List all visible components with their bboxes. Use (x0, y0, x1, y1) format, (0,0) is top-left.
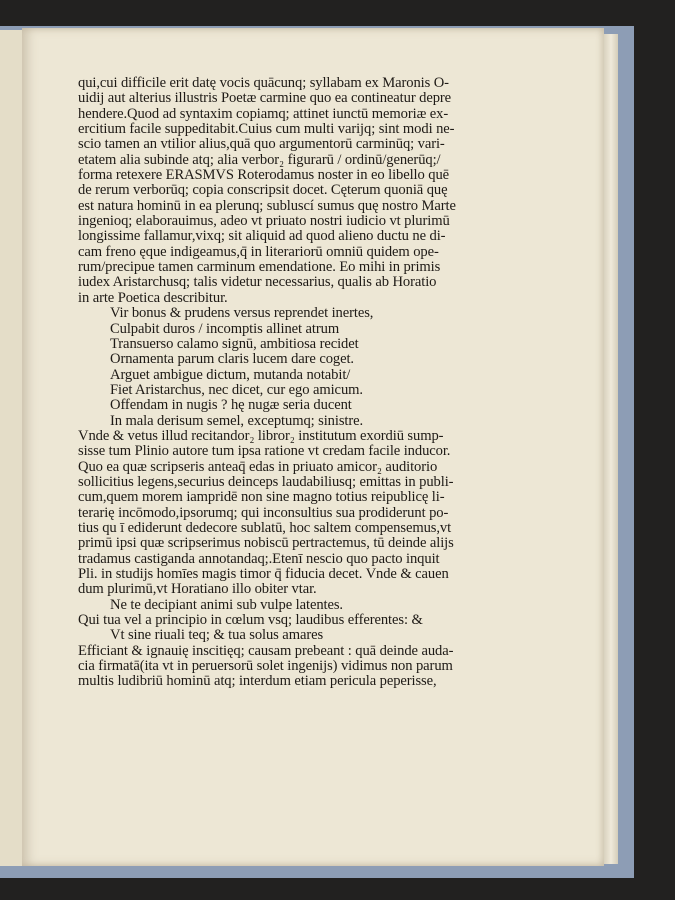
verse-line: Culpabit duros / incomptis allinet atrum (110, 320, 340, 337)
text-line: iudex Aristarchusq; talis videtur necessarius, qualis ab Horatio (78, 274, 437, 291)
verse-line: Offendam in nugis ? hę nugæ seria ducent (110, 397, 352, 414)
text-line: est natura hominū in ea plerunq; subluscí sumus quę nostro Marte (78, 197, 456, 214)
text-line: Efficiant & ignauię inscitięq; causam prebeant : quā deinde auda- (78, 642, 454, 659)
verse-line: Ne te decipiant animi sub vulpe latentes. (110, 596, 343, 613)
text-line: uidij aut alterius illustris Poetæ carmine quo ea contineatur depre (78, 90, 452, 107)
verse-line: Ornamenta parum claris lucem dare coget. (110, 351, 354, 368)
text-line: tradamus castiganda annotandaq;.Etenī nescio quo pacto inquit (78, 550, 440, 567)
verse-line: Arguet ambigue dictum, mutanda notabit/ (110, 366, 351, 383)
text-line: Qui tua vel a principio in cœlum vsq; laudibus efferentes: & (78, 612, 423, 629)
text-line: etatem alia subinde atq; alia verbor₂ figurarū / ordinū/generūq;/ (78, 151, 441, 168)
text-line: hendere.Quod ad syntaxim copiamq; attinet iunctū memoriæ ex- (78, 105, 449, 122)
verse-line: Vir bonus & prudens versus reprendet inertes, (110, 305, 374, 322)
text-line: rum/precipue tamen carminum emendatione. Eo mihi in primis (78, 259, 441, 276)
text-line: qui,cui difficile erit datę vocis quācunq; syllabam ex Maronis O- (78, 75, 449, 91)
text-line: cia firmatā(ita vt in peruersorū solet ingenijs) vidimus non parum (78, 658, 453, 675)
text-line: forma retexere ERASMVS Roterodamus noster in eo libello quē (78, 167, 450, 184)
text-line: dum plurimū,vt Horatiano illo obiter vtar. (78, 581, 317, 598)
text-line: Quo ea quæ scripseris anteaq̄ edas in priuato amicor₂ auditorio (78, 458, 438, 475)
text-line: Pli. in studijs homīes magis timor q̄ fiducia decet. Vnde & cauen (78, 566, 449, 582)
text-line: in arte Poetica describitur. (78, 289, 228, 306)
text-line: multis ludibriū hominū atq; interdum etiam pericula peperisse, (78, 673, 437, 690)
facing-page-edge (0, 30, 23, 866)
verse-line: Vt sine riuali teq; & tua solus amares (110, 627, 324, 644)
verse-line: In mala derisum semel, exceptumq; sinistre. (110, 412, 364, 429)
text-line: cum,quem morem iampridē non sine magno totius reipublicę li- (78, 489, 445, 506)
text-line: scio tamen an vtilior alius,quā quo argumentorū carminūq; vari- (78, 136, 445, 153)
text-line: ercitium facile suppeditabit.Cuius cum multi varijq; sint modi ne- (78, 121, 455, 138)
text-line: de rerum verborūq; copia conscripsit docet. Cęterum quoniā quę (78, 182, 448, 199)
verse-line: Fiet Aristarchus, nec dicet, cur ego amicum. (110, 381, 363, 398)
text-line: longissime fallamur,vixq; sit aliquid ad quod alieno ductu ne di- (78, 228, 446, 245)
text-line: sisse tum Plinio autore tum ipsa ratione vt credam facile inducor. (78, 443, 451, 460)
text-line: ingenioq; elaborauimus, adeo vt priuato nostri iudicio vt plurimū (78, 213, 450, 230)
text-line: terarię incōmodo,ipsorumq; qui inconsultius sua prodiderunt po- (78, 504, 449, 521)
page-text-block (78, 76, 598, 690)
text-line: cam freno ęque indigeamus,q̄ in literariorū omniū quidem ope- (78, 243, 439, 260)
page-fore-edge (604, 34, 618, 864)
text-line: primū ipsi quæ scripserimus nobiscū pertractemus, tū deinde alijs (78, 535, 454, 552)
text-line: tius qu ī ediderunt dedecore sublatū, hoc saltem compensemus,vt (78, 519, 452, 536)
text-line: sollicitius legens,securius deinceps laudabiliusq; emittas in publi- (78, 473, 454, 490)
text-line: Vnde & vetus illud recitandor₂ libror₂ institutum exordiū sump- (78, 427, 444, 444)
verse-line: Transuerso calamo signū, ambitiosa recidet (110, 335, 359, 352)
